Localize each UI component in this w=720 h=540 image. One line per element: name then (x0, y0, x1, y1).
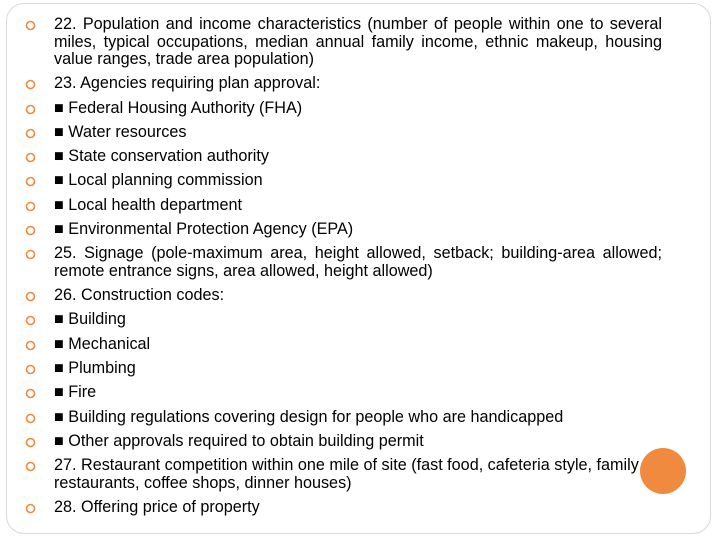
list-item-text: 28. Offering price of property (54, 498, 260, 517)
list-item (22, 409, 662, 427)
bullet-ring-icon (25, 315, 36, 326)
list-item (22, 360, 662, 378)
bullet-ring-icon (25, 413, 36, 424)
list-item (22, 100, 662, 118)
list-item (22, 197, 662, 215)
list-item (22, 287, 662, 305)
list-item (22, 336, 662, 354)
list-item-text: ■ Fire (54, 383, 97, 402)
bullet-ring-icon (25, 152, 36, 163)
list-item (22, 457, 662, 492)
bullet-ring-icon (25, 340, 36, 351)
bullet-ring-icon (25, 249, 36, 260)
bullet-ring-icon (25, 79, 36, 90)
bullet-ring-icon (25, 437, 36, 448)
list-item-text: ■ Local planning commission (54, 171, 263, 190)
list-item-text: ■ Plumbing (54, 359, 136, 378)
list-item-text: ■ State conservation authority (54, 147, 269, 166)
bullet-ring-icon (25, 503, 36, 514)
bullet-ring-icon (25, 128, 36, 139)
list-item (22, 148, 662, 166)
bullet-ring-icon (25, 104, 36, 115)
list-item (22, 433, 662, 451)
list-item (22, 245, 662, 280)
list-item (22, 384, 662, 402)
list-item-text: ■ Environmental Protection Agency (EPA) (54, 220, 354, 239)
list-item-text: ■ Local health department (54, 195, 242, 214)
bullet-ring-icon (25, 176, 36, 187)
list-item-text: ■ Mechanical (54, 334, 151, 353)
list-item-text: ■ Building (54, 310, 126, 329)
list-item-text: ■ Other approvals required to obtain building permit (54, 431, 424, 450)
list-item (22, 172, 662, 190)
bullet-ring-icon (25, 291, 36, 302)
bullet-ring-icon (25, 225, 36, 236)
list-item (22, 221, 662, 239)
list-item-text: ■ Building regulations covering design for people who are handicapped (54, 407, 564, 426)
bullet-list (22, 16, 662, 523)
list-item-text: 23. Agencies requiring plan approval: (54, 74, 321, 93)
list-item (22, 124, 662, 142)
list-item-text: ■ Water resources (54, 122, 187, 141)
list-item (22, 16, 662, 69)
list-item (22, 311, 662, 329)
list-item-text: ■ Federal Housing Authority (FHA) (54, 98, 303, 117)
list-item (22, 75, 662, 93)
list-item-text: 22. Population and income characteristics (number of people within one to several miles, typical occupations, median annual family income, ethnic makeup, housing value ranges, trade area population) (54, 15, 662, 68)
bullet-ring-icon (25, 388, 36, 399)
list-item-text: 27. Restaurant competition within one mile of site (fast food, cafeteria style, family restaurants, coffee shops, dinner houses) (54, 456, 639, 492)
bullet-ring-icon (25, 20, 36, 31)
list-item-text: 25. Signage (pole-maximum area, height allowed, setback; building-area allowed; remote entrance signs, area allowed, height allowed) (54, 244, 662, 280)
list-item-text: 26. Construction codes: (54, 286, 225, 305)
list-item (22, 499, 662, 517)
bullet-ring-icon (25, 364, 36, 375)
bullet-ring-icon (25, 201, 36, 212)
bullet-ring-icon (25, 461, 36, 472)
